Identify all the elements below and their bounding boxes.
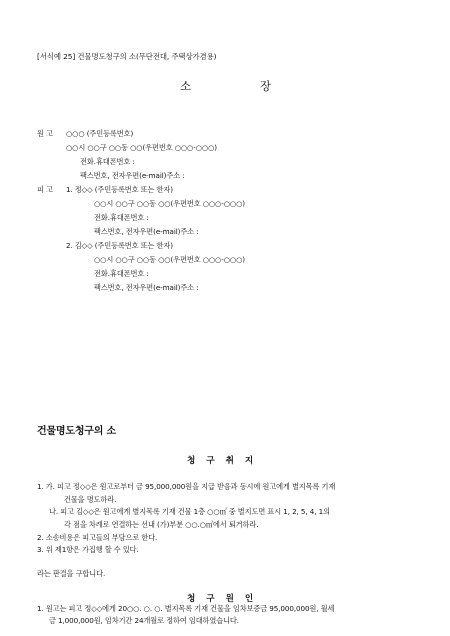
claim-purpose-line-3: 나. 피고 김◇◇은 원고에게 별지목록 기재 건물 1층 ○○㎡ 중 별지도면 표시 1, 2, 5, 4, 1의: [49, 507, 330, 517]
defendant-2-phone: 전화․휴대폰번호 :: [94, 269, 149, 278]
plaintiff-label: 원 고: [37, 129, 53, 138]
defendant-2-fax: 팩스번호, 전자우편(e-mail)주소 :: [94, 283, 199, 292]
claim-purpose-line-6: 3. 위 제1항은 가집행 할 수 있다.: [37, 545, 139, 555]
claim-cause-line-1: 1. 원고는 피고 정◇◇에게 20○○. ○. ○. 별지목록 기재 건물을 임차보증금 95,000,000원, 월세: [37, 604, 335, 613]
defendant-1-fax: 팩스번호, 전자우편(e-mail)주소 :: [94, 227, 199, 236]
doc-title-left: 소: [180, 79, 192, 93]
claim-purpose-line-1: 1. 가. 피고 정◇◇은 원고로부터 금 95,000,000원을 지급 받음과 동시에 원고에게 별지목록 기재: [37, 482, 336, 492]
doc-title-right: 장: [260, 79, 272, 93]
claim-cause-heading: 청 구 원 인: [187, 593, 258, 604]
defendant-2-address: ○○시 ○○구 ○○동 ○○(우편번호 ○○○-○○○): [94, 255, 245, 264]
plaintiff-name: ○○○ (주민등록번호): [66, 129, 134, 138]
plaintiff-address: ○○시 ○○구 ○○동 ○○(우편번호 ○○○-○○○): [66, 143, 217, 152]
defendant-label: 피 고: [37, 185, 53, 194]
plaintiff-phone: 전화․휴대폰번호 :: [80, 157, 135, 166]
claim-purpose-line-5: 2. 소송비용은 피고들의 부담으로 한다.: [37, 532, 158, 542]
defendant-1-address: ○○시 ○○구 ○○동 ○○(우편번호 ○○○-○○○): [94, 199, 245, 208]
case-title: 건물명도청구의 소: [37, 426, 116, 438]
claim-purpose-line-4: 각 점을 차례로 연결하는 선내 (가)부분 ○○.○㎡에서 퇴거하라.: [64, 519, 259, 529]
claim-purpose-line-2: 건물을 명도하라.: [64, 494, 117, 504]
claim-cause-line-2: 금 1,000,000원, 임차기간 24개월로 정하여 임대하였습니다.: [49, 616, 239, 625]
plaintiff-fax: 팩스번호, 전자우편(e-mail)주소 :: [80, 171, 185, 180]
claim-purpose-heading: 청 구 취 지: [187, 455, 258, 466]
defendant-1-phone: 전화․휴대폰번호 :: [94, 213, 149, 222]
judgment-request: 라는 판결을 구합니다.: [37, 569, 106, 579]
form-header: [서식예 25] 건물명도청구의 소(무단전대, 주택상가겸용): [37, 52, 217, 61]
defendant-2-name: 2. 김◇◇ (주민등록번호 또는 한자): [66, 241, 173, 250]
defendant-1-name: 1. 정◇◇ (주민등록번호 또는 한자): [66, 185, 173, 194]
